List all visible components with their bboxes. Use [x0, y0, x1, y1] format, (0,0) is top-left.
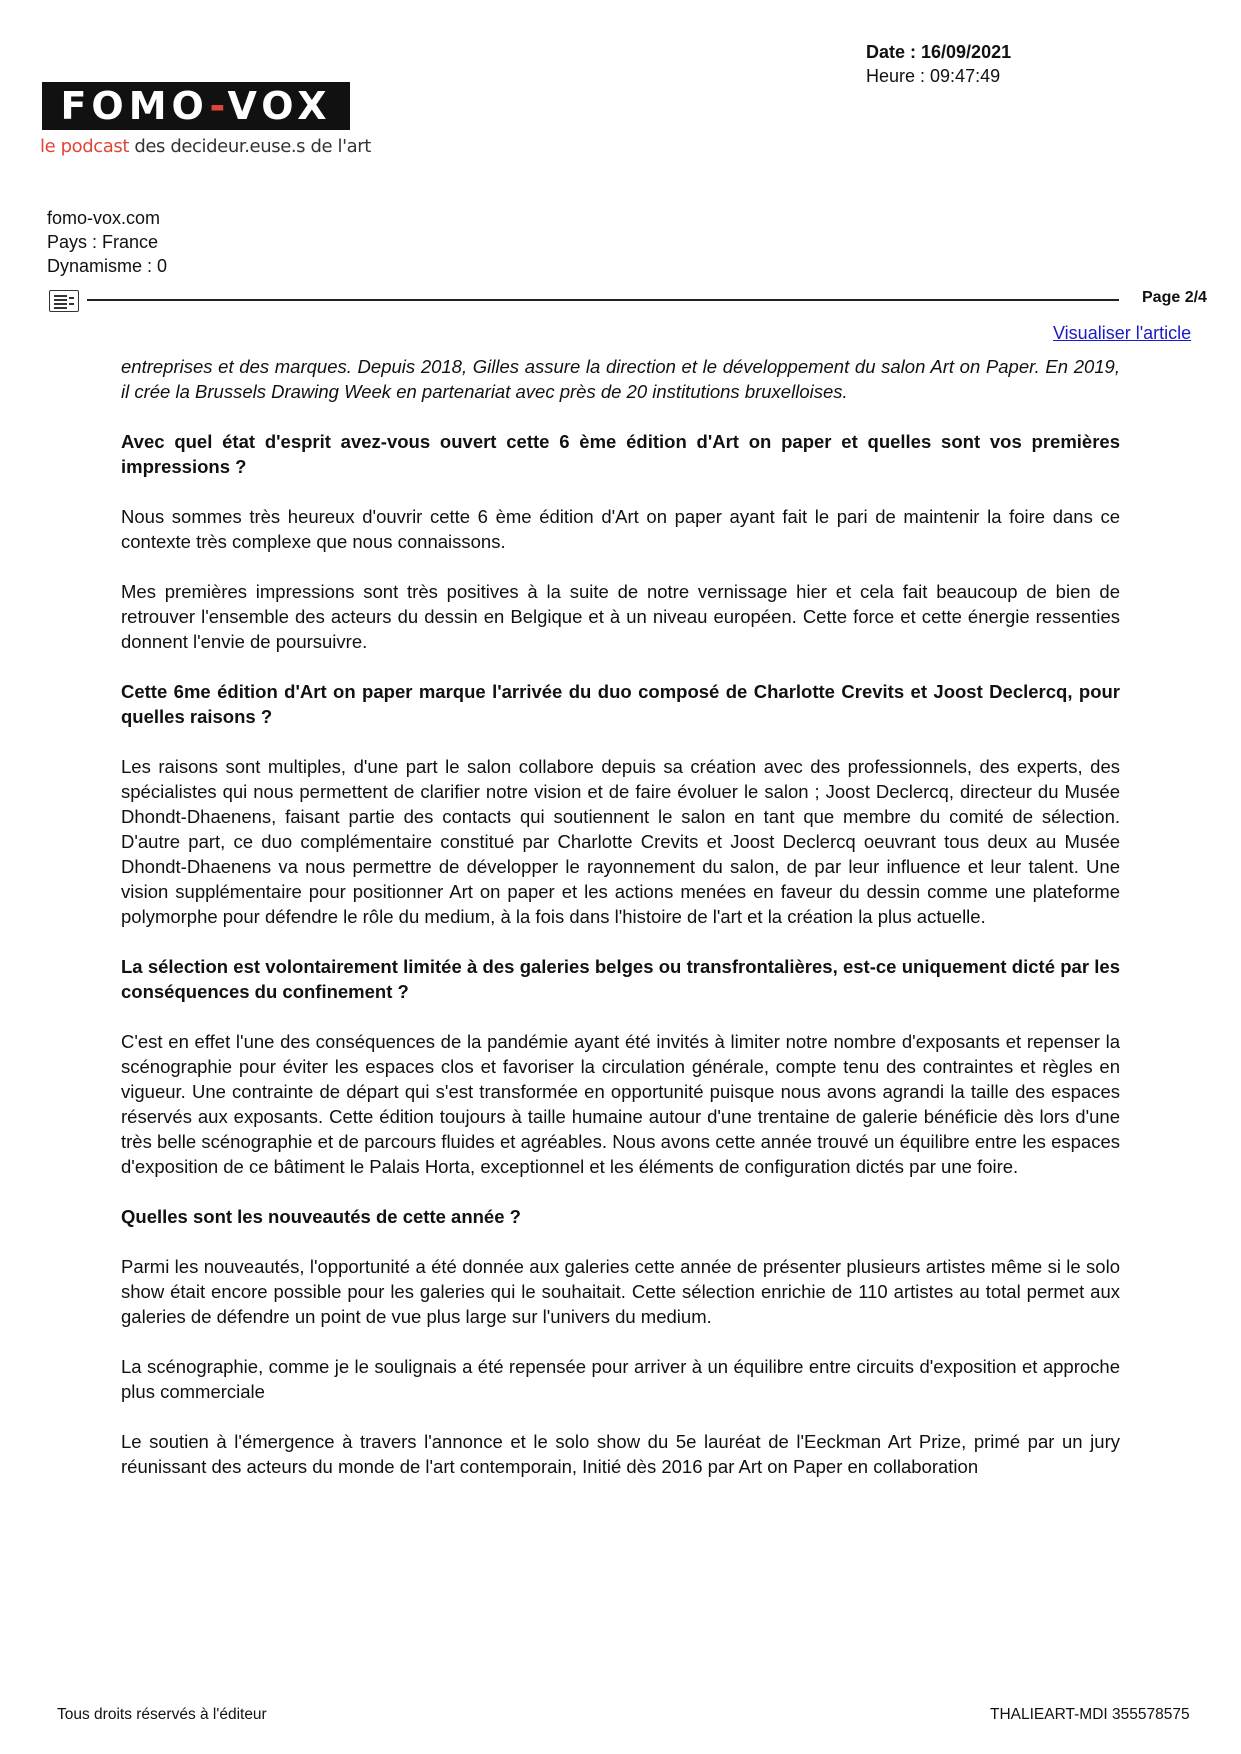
article-intro: entreprises et des marques. Depuis 2018, Gilles assure la direction et le développement du salon Art on Paper. En 2019, il crée la Brussels Drawing Week en partenariat avec près de 20 institutions bruxelloises. — [121, 356, 1120, 402]
article-body — [121, 354, 1120, 1504]
answer-1-paragraph-1: Nous sommes très heureux d'ouvrir cette 6 ème édition d'Art on paper ayant fait le pari de maintenir la foire dans ce contexte très complexe que nous connaissons. — [121, 506, 1120, 552]
answer-4-paragraph-3: Le soutien à l'émergence à travers l'annonce et le solo show du 5e lauréat de l'Eeckman Art Prize, primé par un jury réunissant des acteurs du monde de l'art contemporain, Initié dès 2016 par Art on Paper en collaboration — [121, 1431, 1120, 1477]
answer-4-paragraph-1: Parmi les nouveautés, l'opportunité a été donnée aux galeries cette année de présenter plusieurs artistes même si le solo show était encore possible pour les galeries qui le souhaitait. Cette sélection enrichie de 110 artistes au total permet aux galeries de défendre un point de vue plus large sur l'univers du medium. — [121, 1256, 1120, 1327]
time-value: 09:47:49 — [930, 66, 1001, 86]
footer-rights: Tous droits réservés à l'éditeur — [57, 1706, 267, 1723]
fomo-vox-logo — [38, 82, 371, 162]
source-dynamism: Dynamisme : 0 — [47, 256, 168, 276]
question-3: La sélection est volontairement limitée à des galeries belges ou transfrontalières, est-ce uniquement dicté par les conséquences du confinement ? — [121, 956, 1120, 1002]
answer-2: Les raisons sont multiples, d'une part le salon collabore depuis sa création avec des professionnels, des experts, des spécialistes qui nous permettent de clarifier notre vision et de faire évoluer le salon ; Joost Declercq, directeur du Musée Dhondt-Dhaenens, faisant partie des contacts qui soutiennent le salon en tant que membre du comité de sélection. D'autre part, ce duo complémentaire constitué par Charlotte Crevits et Joost Declercq oeuvrant tous deux au Musée Dhondt-Dhaenens va nous permettre de développer le rayonnement du salon, de par leur influence et leur talent. Une vision supplémentaire pour positionner Art on paper et les actions menées en faveur du dessin comme une plateforme polymorphe pour défendre le rôle du medium, à la fois dans l'histoire de l'art et la création la plus actuelle. — [121, 756, 1120, 927]
answer-4-paragraph-2: La scénographie, comme je le soulignais a été repensée pour arriver à un équilibre entre circuits d'exposition et approche plus commerciale — [121, 1356, 1120, 1402]
logo-wordmark: FOMO-VOX — [42, 82, 350, 130]
question-1: Avec quel état d'esprit avez-vous ouvert cette 6 ème édition d'Art on paper et quelles sont vos premières impressions ? — [121, 431, 1120, 477]
view-article-link[interactable]: Visualiser l'article — [1053, 323, 1192, 343]
source-country: Pays : France — [47, 232, 159, 252]
header-divider — [87, 299, 1119, 301]
logo-tagline: le podcast des decideur.euse.s de l'art — [40, 136, 371, 157]
source-info — [47, 206, 167, 278]
footer-reference: THALIEART-MDI 355578575 — [990, 1706, 1190, 1723]
answer-3: C'est en effet l'une des conséquences de la pandémie ayant été invités à limiter notre nombre d'exposants et repenser la scénographie pour éviter les espaces clos et favoriser la circulation générale, compte tenu des contraintes et règles en vigueur. Une contrainte de départ qui s'est transformée en opportunité puisque nous avons agrandi la taille des espaces réservés aux exposants. Cette édition toujours à taille humaine autour d'une trentaine de galerie bénéficie dès lors d'une très belle scénographie et de parcours fluides et agréables. Nous avons cette année trouvé un équilibre entre les espaces d'exposition de ce bâtiment le Palais Horta, exceptionnel et les éléments de configuration dictés par une foire. — [121, 1031, 1120, 1177]
answer-1-paragraph-2: Mes premières impressions sont très positives à la suite de notre vernissage hier et cela fait beaucoup de bien de retrouver l'ensemble des acteurs du dessin en Belgique et à un niveau européen. Cette force et cette énergie ressenties donnent l'envie de poursuivre. — [121, 581, 1120, 652]
source-site: fomo-vox.com — [47, 208, 161, 228]
date-label: Date : — [866, 42, 922, 62]
document-meta — [866, 40, 1011, 88]
time-line — [866, 64, 1011, 88]
page-number: Page 2/4 — [1142, 289, 1207, 306]
question-2: Cette 6me édition d'Art on paper marque l'arrivée du duo composé de Charlotte Crevits et Joost Declercq, pour quelles raisons ? — [121, 681, 1120, 727]
date-value: 16/09/2021 — [921, 42, 1012, 62]
question-4: Quelles sont les nouveautés de cette année ? — [121, 1206, 521, 1227]
article-icon — [49, 290, 79, 312]
date-line — [866, 40, 1011, 64]
time-label: Heure : — [866, 66, 931, 86]
